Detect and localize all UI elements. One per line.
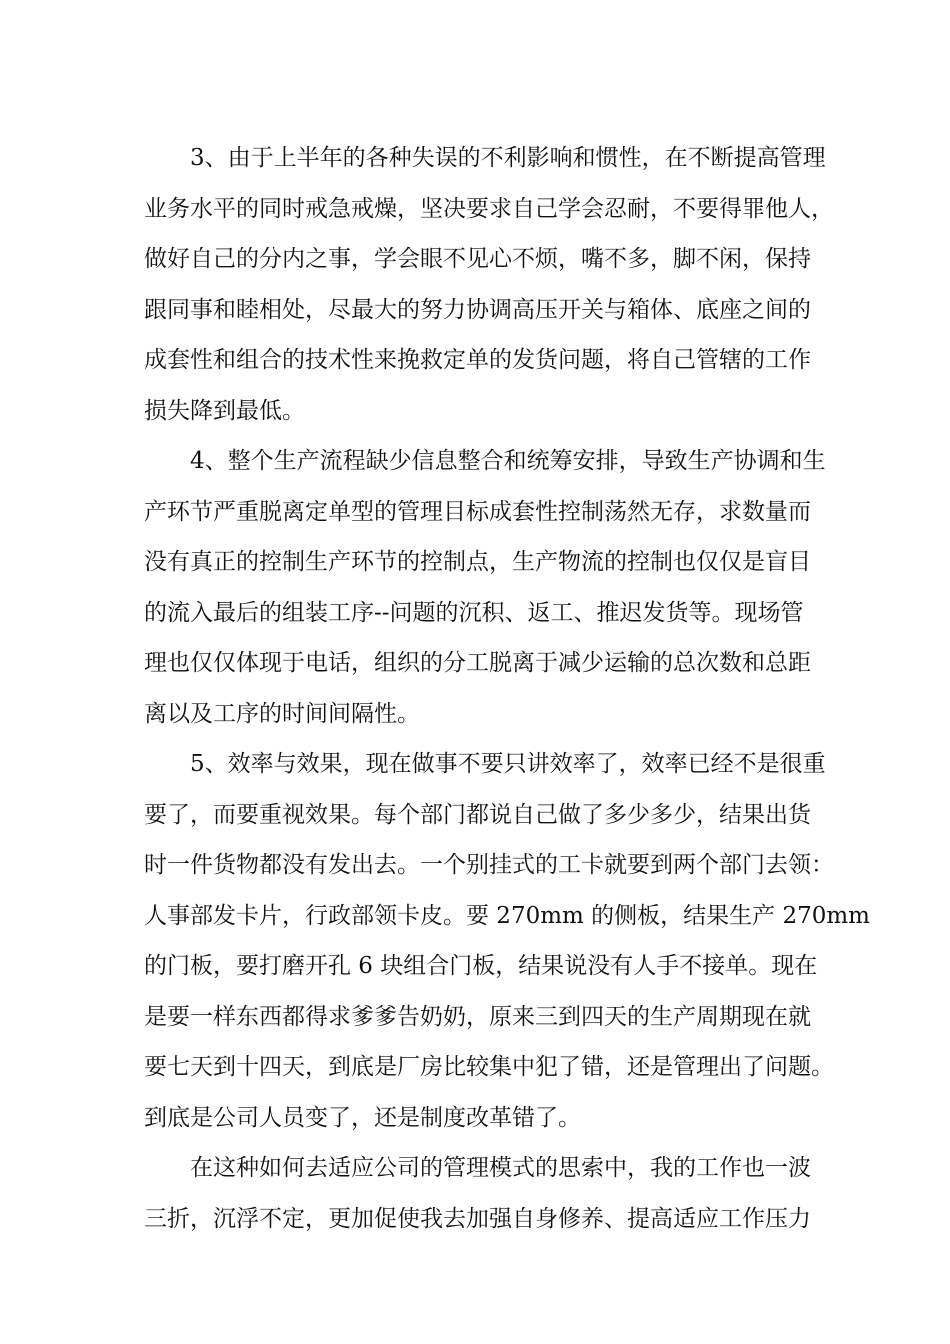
text-line: 在这种如何去适应公司的管理模式的思索中，我的工作也一波 [190,1155,811,1181]
text-line: 要七天到十四天，到底是厂房比较集中犯了错，还是管理出了问题。 [144,1054,834,1080]
text-line: 4、整个生产流程缺少信息整合和统筹安排，导致生产协调和生 [190,448,826,474]
text-line: 是要一样东西都得求爹爹告奶奶，原来三到四天的生产周期现在就 [144,1003,811,1030]
text-line: 产环节严重脱离定单型的管理目标成套性控制荡然无存，求数量而 [144,498,811,525]
text-line: 时一件货物都没有发出去。一个别挂式的工卡就要到两个部门去领： [144,852,834,878]
text-line: 做好自己的分内之事，学会眼不见心不烦，嘴不多，脚不闲，保持 [144,246,811,272]
text-line: 要了，而要重视效果。每个部门都说自己做了多少多少，结果出货 [144,801,811,828]
text-line: 跟同事和睦相处，尽最大的努力协调高压开关与箱体、底座之间的 [144,296,811,323]
text-line: 到底是公司人员变了，还是制度改革错了。 [144,1104,581,1131]
text-line: 的流入最后的组装工序--问题的沉积、返工、推迟发货等。现场管 [144,599,804,626]
text-line: 人事部发卡片，行政部领卡皮。要 270mm 的侧板，结果生产 270mm [144,902,870,929]
text-line: 3、由于上半年的各种失误的不利影响和惯性，在不断提高管理 [190,145,826,171]
text-line: 成套性和组合的技术性来挽救定单的发货问题，将自己管辖的工作 [144,347,811,373]
text-line: 没有真正的控制生产环节的控制点，生产物流的控制也仅仅是盲目 [144,549,811,575]
text-line: 损失降到最低。 [144,397,305,424]
text-line: 三折，沉浮不定，更加促使我去加强自身修养、提高适应工作压力 [144,1205,811,1232]
text-line: 5、效率与效果，现在做事不要只讲效率了，效率已经不是很重 [190,751,826,777]
text-line: 的门板，要打磨开孔 6 块组合门板，结果说没有人手不接单。现在 [144,953,818,979]
text-line: 业务水平的同时戒急戒燥，坚决要求自己学会忍耐，不要得罪他人， [144,195,834,222]
body-text [144,133,870,1244]
text-line: 理也仅仅体现于电话，组织的分工脱离于减少运输的总次数和总距 [144,650,811,676]
text-line: 离以及工序的时间间隔性。 [144,700,420,727]
